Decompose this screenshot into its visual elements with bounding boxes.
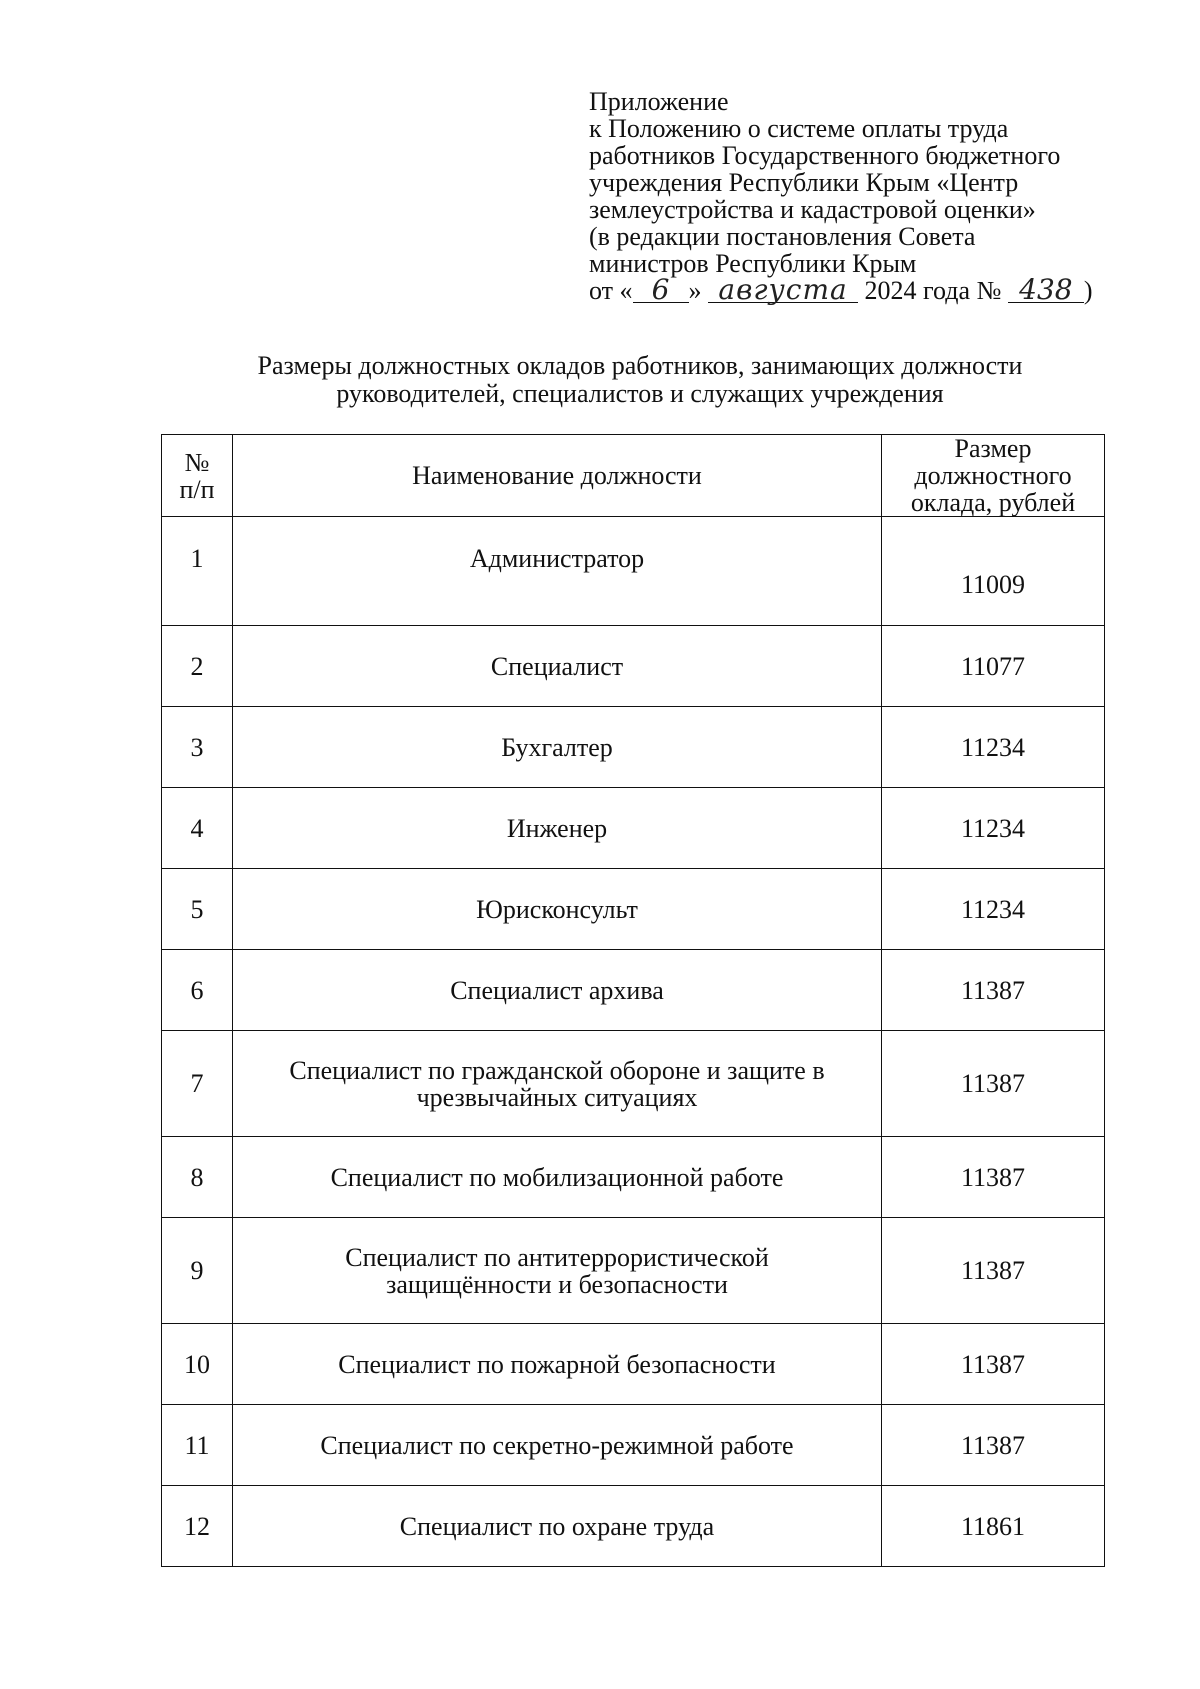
row-salary: 11387 [882, 1405, 1105, 1486]
row-num: 2 [162, 626, 233, 707]
handwritten-month: августа [708, 278, 858, 303]
row-position: Специалист по секретно-режимной работе [233, 1405, 882, 1486]
table-row [162, 788, 1105, 869]
row-salary: 11387 [882, 1218, 1105, 1324]
row-position: Инженер [233, 788, 882, 869]
row-salary: 11861 [882, 1486, 1105, 1567]
table-row [162, 1031, 1105, 1137]
table-row [162, 869, 1105, 950]
row-position: Юрисконсульт [233, 869, 882, 950]
appendix-line: землеустройства и кадастровой оценки» [589, 195, 1036, 224]
row-salary: 11387 [882, 1137, 1105, 1218]
row-salary: 11387 [882, 1324, 1105, 1405]
appendix-line: учреждения Республики Крым «Центр [589, 168, 1019, 197]
table-row [162, 1137, 1105, 1218]
row-num: 3 [162, 707, 233, 788]
row-position: Специалист по пожарной безопасности [233, 1324, 882, 1405]
row-num: 1 [162, 517, 233, 626]
row-salary: 11387 [882, 1031, 1105, 1137]
handwritten-day: 6 [633, 278, 689, 303]
row-position: Специалист по мобилизационной работе [233, 1137, 882, 1218]
row-salary: 11009 [882, 517, 1105, 626]
handwritten-number: 438 [1008, 278, 1084, 303]
row-num: 11 [162, 1405, 233, 1486]
row-num: 6 [162, 950, 233, 1031]
row-salary: 11387 [882, 950, 1105, 1031]
row-position: Бухгалтер [233, 707, 882, 788]
table-row [162, 626, 1105, 707]
table-row [162, 1486, 1105, 1567]
table-row [162, 950, 1105, 1031]
title-line: руководителей, специалистов и служащих учреждения [336, 379, 944, 408]
row-salary: 11234 [882, 707, 1105, 788]
row-salary: 11077 [882, 626, 1105, 707]
date-paren-close: ) [1083, 276, 1093, 305]
date-quote-close: » [688, 276, 702, 305]
table-row [162, 1218, 1105, 1324]
table-row [162, 1405, 1105, 1486]
appendix-line: министров Республики Крым [589, 249, 917, 278]
header-num: № п/п [162, 435, 233, 517]
row-salary: 11234 [882, 869, 1105, 950]
header-salary: Размер должностного оклада, рублей [882, 435, 1105, 517]
title-line: Размеры должностных окладов работников, занимающих должности [257, 351, 1023, 380]
row-num: 9 [162, 1218, 233, 1324]
appendix-block [589, 88, 1129, 304]
table-row [162, 707, 1105, 788]
row-num: 8 [162, 1137, 233, 1218]
row-position: Специалист архива [233, 950, 882, 1031]
row-position: Специалист по гражданской обороне и защите в чрезвычайных ситуациях [233, 1031, 882, 1137]
appendix-line: к Положению о системе оплаты труда [589, 114, 1009, 143]
date-year: 2024 года № [864, 276, 1002, 305]
appendix-heading: Приложение [589, 87, 729, 116]
row-num: 5 [162, 869, 233, 950]
appendix-line: (в редакции постановления Совета [589, 222, 976, 251]
row-num: 4 [162, 788, 233, 869]
document-title [150, 352, 1130, 408]
row-position: Администратор [233, 517, 882, 626]
row-num: 7 [162, 1031, 233, 1137]
row-num: 10 [162, 1324, 233, 1405]
row-position: Специалист [233, 626, 882, 707]
table-row [162, 1324, 1105, 1405]
row-position: Специалист по охране труда [233, 1486, 882, 1567]
appendix-line: работников Государственного бюджетного [589, 141, 1061, 170]
header-name: Наименование должности [233, 435, 882, 517]
date-prefix: от « [589, 276, 633, 305]
salary-table [161, 434, 1105, 1567]
appendix-date-line [589, 273, 1129, 306]
table-row [162, 517, 1105, 626]
row-num: 12 [162, 1486, 233, 1567]
row-position: Специалист по антитеррористической защищённости и безопасности [233, 1218, 882, 1324]
table-header-row [162, 435, 1105, 517]
row-salary: 11234 [882, 788, 1105, 869]
